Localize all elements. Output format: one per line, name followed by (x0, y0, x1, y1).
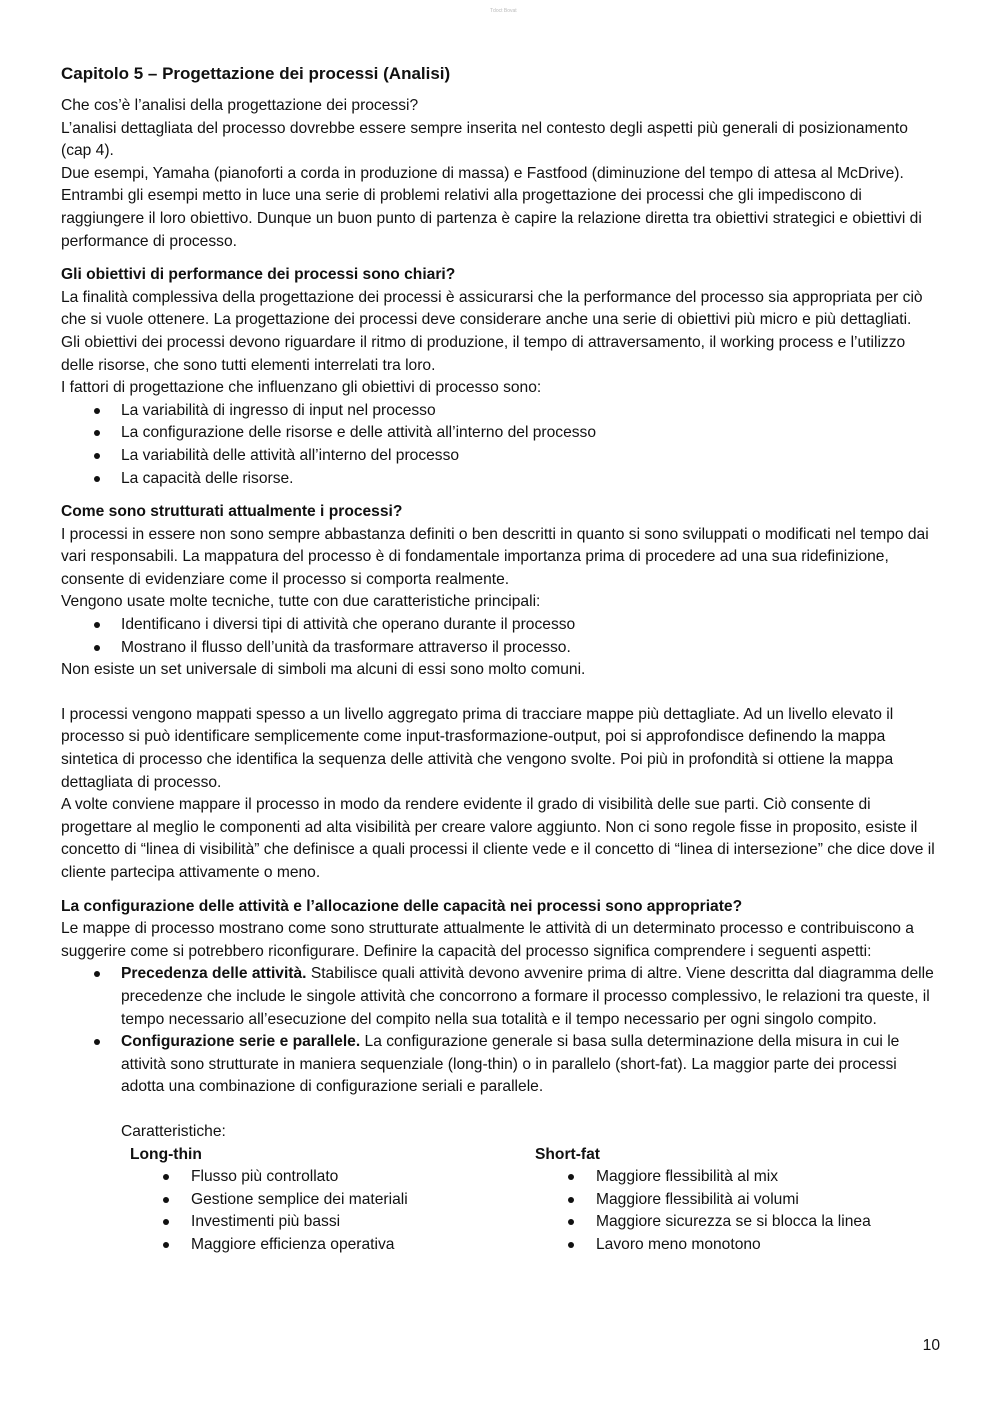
intro-paragraph-2: Due esempi, Yamaha (pianoforti a corda in produzione di massa) e Fastfood (diminuzione del tempo di attesa al McDrive). Entrambi gli esempi metto in luce una serie di problemi relativi alla progettazione dei processi che gli impediscono di raggiungere il loro obiettivo. Dunque un buon punto di partenza è capire la relazione diretta tra obiettivi strategici e obiettivi di performance di processo. (61, 164, 922, 250)
section-2-bullet-list (61, 614, 941, 659)
list-item: Identificano i diversi tipi di attività che operano durante il processo (61, 614, 941, 637)
list-item (61, 1031, 941, 1099)
characteristics-label: Caratteristiche: (121, 1122, 226, 1140)
section-3-detail-list (61, 963, 941, 1099)
list-item: La capacità delle risorse. (61, 468, 941, 491)
section-1-paragraph-2: Gli obiettivi dei processi devono riguardare il ritmo di produzione, il tempo di attraversamento, il working process e l’utilizzo delle risorse, che sono tutti elementi interrelati tra loro. (61, 333, 906, 374)
spacer (61, 682, 941, 704)
list-item: Flusso più controllato (121, 1166, 526, 1189)
intro-paragraph-1: L’analisi dettagliata del processo dovrebbe essere sempre inserita nel contesto degli aspetti più generali di posizionamento (cap 4). (61, 119, 908, 160)
chapter-title: Capitolo 5 – Progettazione dei processi (Analisi) (61, 64, 451, 83)
list-item: Gestione semplice dei materiali (121, 1189, 526, 1212)
item-term: Precedenza delle attività. (121, 965, 307, 983)
section-2-paragraph-1: I processi in essere non sono sempre abbastanza definiti o ben descritti in quanto si sono sviluppati o modificati nel tempo dai vari responsabili. La mappatura del processo è di fondamentale importanza prima di procedere ad una sua ridefinizione, consente di evidenziare come il processo si comporta realmente. (61, 525, 929, 588)
section-1-paragraph-3: I fattori di progettazione che influenzano gli obiettivi di processo sono: (61, 379, 542, 397)
short-fat-column (526, 1144, 931, 1257)
page-number: 10 (922, 1337, 940, 1354)
header-mark: Tdoct Bovat (490, 8, 517, 14)
page-content (61, 62, 941, 1257)
section-1-paragraph-1: La finalità complessiva della progettazione dei processi è assicurarsi che la performance del processo sia appropriata per ciò che si vuole ottenere. La progettazione dei processi deve considerare anche una serie di obiettivi più micro e più dettagliati. (61, 288, 923, 329)
long-thin-list (121, 1166, 526, 1256)
intro-question: Che cos’è l’analisi della progettazione dei processi? (61, 97, 419, 114)
section-2-title: Come sono strutturati attualmente i processi? (61, 503, 403, 521)
list-item: La variabilità delle attività all’interno del processo (61, 445, 941, 468)
section-3-paragraph-1: Le mappe di processo mostrano come sono strutturate attualmente le attività di un determinato processo e contribuiscono a suggerire come si potrebbero riconfigurare. Definire la capacità del processo significa comprendere i seguenti aspetti: (61, 920, 914, 960)
list-item: Lavoro meno monotono (526, 1234, 931, 1257)
long-thin-title: Long-thin (130, 1145, 202, 1163)
short-fat-title: Short-fat (535, 1145, 600, 1163)
long-thin-column (121, 1144, 526, 1257)
list-item: Investimenti più bassi (121, 1211, 526, 1234)
list-item: Maggiore efficienza operativa (121, 1234, 526, 1257)
section-2-paragraph-3: Non esiste un set universale di simboli ma alcuni di essi sono molto comuni. (61, 661, 586, 679)
list-item: Maggiore sicurezza se si blocca la linea (526, 1211, 931, 1234)
item-text: Stabilisce quali attività devono avvenire prima di altre. Viene descritta dal diagramma delle precedenze che include le singole attività che concorrono a formare il processo complessivo, le relazioni tra queste, il tempo necessario all’esecuzione del compito nella sua totalità e il tempo necessario per ogni singolo compito. (121, 965, 934, 1028)
section-2-paragraph-5: A volte conviene mappare il processo in modo da rendere evidente il grado di visibilità delle sue parti. Ciò consente di progettare al meglio le componenti ad alta visibilità per creare valore aggiunto. Non ci sono regole fisse in proposito, esiste il concetto di “linea di visibilità” che definisce a quali processi il cliente vede e il concetto di “linea di intersezione” che dice dove il cliente partecipa attivamente o meno. (61, 796, 935, 881)
section-2-paragraph-2: Vengono usate molte tecniche, tutte con due caratteristiche principali: (61, 593, 541, 611)
section-1-bullet-list (61, 400, 941, 490)
list-item: Mostrano il flusso dell’unità da trasformare attraverso il processo. (61, 637, 941, 660)
item-term: Configurazione serie e parallele. (121, 1033, 361, 1051)
characteristics-columns (121, 1144, 941, 1257)
list-item: La variabilità di ingresso di input nel processo (61, 400, 941, 423)
list-item (61, 963, 941, 1031)
list-item: Maggiore flessibilità ai volumi (526, 1189, 931, 1212)
characteristics-block (121, 1121, 941, 1257)
section-2-paragraph-4: I processi vengono mappati spesso a un livello aggregato prima di tracciare mappe più dettagliate. Ad un livello elevato il processo si può identificare semplicemente come input-trasformazione-output, poi si approfondisce definendo la mappa sintetica di processo che identifica la sequenza delle attività che vengono svolte. Poi più in profondità si ottiene la mappa dettagliata di processo. (61, 705, 894, 791)
list-item: La configurazione delle risorse e delle attività all’interno del processo (61, 422, 941, 445)
item-text: La configurazione generale si basa sulla determinazione della misura in cui le attività sono strutturate in maniera sequenziale (long-thin) o in parallelo (short-fat). La maggior parte dei processi adotta una combinazione di configurazione seriali e parallele. (121, 1033, 900, 1096)
list-item: Maggiore flessibilità al mix (526, 1166, 931, 1189)
section-3-title: La configurazione delle attività e l’allocazione delle capacità nei processi sono appropriate? (61, 897, 743, 915)
short-fat-list (526, 1166, 931, 1256)
section-1-title: Gli obiettivi di performance dei processi sono chiari? (61, 266, 456, 284)
